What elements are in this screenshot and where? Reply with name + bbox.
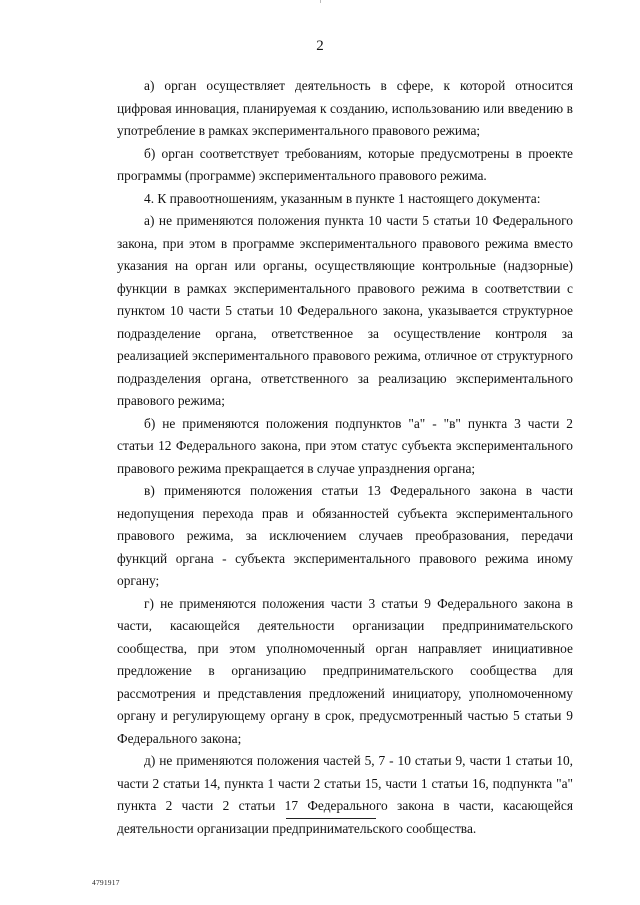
document-code: 4791917 — [92, 878, 120, 887]
paragraph-4g: г) не применяются положения части 3 статьи 9 Федерального закона в части, касающейся деятельности организации предпринимательского сообщества, при этом уполномоченный орган направляет инициативное предложение в организацию предпринимательского сообщества для рассмотрения и представления предложений инициатору, уполномоченному органу и регулирующему органу в срок, предусмотренный частью 5 статьи 9 Федерального закона; — [117, 595, 573, 746]
paragraph-4b: б) не применяются положения подпунктов "а" - "в" пункта 3 части 2 статьи 12 Федерального закона, при этом статус субъекта экспериментального правового режима прекращается в случае упразднения органа; — [117, 415, 573, 476]
paragraph-4-legal-relations: 4. К правоотношениям, указанным в пункте 1 настоящего документа: — [144, 190, 541, 206]
paragraph-b-organ-requirements: б) орган соответствует требованиям, которые предусмотрены в проекте программы (программе) экспериментального правового режима. — [117, 145, 573, 183]
paragraph-4a: а) не применяются положения пункта 10 части 5 статьи 10 Федерального закона, при этом в программе экспериментального правового режима вместо указания на орган или органы, осуществляющие контрольные (надзорные) функции в рамках экспериментального правового режима в соответствии с пунктом 10 части 5 статьи 10 Федерального закона, указывается структурное подразделение органа, ответственное за осуществление контроля за реализацией экспериментального правового режима, отличное от структурного подразделения органа, ответственного за реализацию экспериментального правового режима; — [117, 213, 573, 408]
paragraph-4v: в) применяются положения статьи 13 Федерального закона в части недопущения перехода прав и обязанностей субъекта экспериментального правового режима, за исключением случаев преобразования, передачи функций органа - субъекта экспериментального правового режима иному органу; — [117, 483, 573, 588]
paragraph-4d: д) не применяются положения частей 5, 7 - 10 статьи 9, части 1 статьи 10, части 2 статьи 14, пункта 1 части 2 статьи 15, части 1 статьи 16, подпункта "а" пункта 2 части 2 статьи 17 Федерального закона в части, касающейся деятельности организации предпринимательского сообщества. — [117, 753, 573, 836]
page-number: 2 — [316, 38, 324, 54]
document-body — [117, 75, 573, 840]
scan-top-mark — [320, 0, 321, 3]
end-separator-line — [286, 818, 376, 819]
paragraph-a-organ-activity: а) орган осуществляет деятельность в сфере, к которой относится цифровая инновация, планируемая к созданию, использованию или введению в употребление в рамках экспериментального правового режима; — [117, 78, 573, 138]
